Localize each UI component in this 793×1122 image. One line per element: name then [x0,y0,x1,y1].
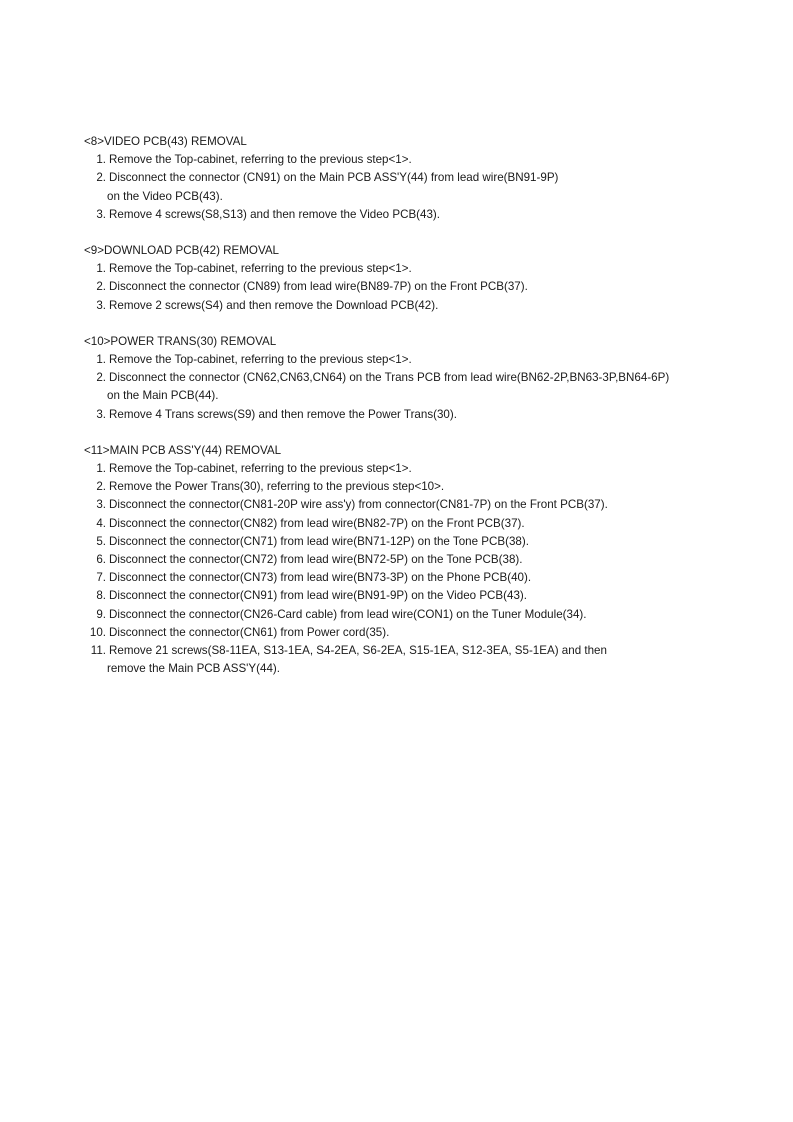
step-item [84,206,764,224]
step-item [84,533,764,551]
step-list [84,260,764,315]
step-item [84,515,764,533]
step-number: 5. [96,534,106,548]
step-text: Remove the Top-cabinet, referring to the previous step<1>. [109,153,412,167]
step-text: Disconnect the connector(CN81-20P wire ass'y) from connector(CN81-7P) on the Front PCB(37). [109,498,608,512]
step-text: Remove the Top-cabinet, referring to the previous step<1>. [109,262,412,276]
step-text: Remove 21 screws(S8-11EA, S13-1EA, S4-2EA, S6-2EA, S15-1EA, S12-3EA, S5-1EA) and then [109,644,607,658]
step-number: 4. [96,516,106,530]
section-heading: <11>MAIN PCB ASS'Y(44) REMOVAL [84,443,282,457]
step-item [84,496,764,514]
step-item [84,606,764,624]
step-number: 6. [96,553,106,566]
step-text: Remove the Top-cabinet, referring to the previous step<1>. [109,352,412,366]
section-heading: <8>VIDEO PCB(43) REMOVAL [84,135,247,148]
step-number: 3. [96,298,106,312]
step-number: 2. [96,171,106,185]
step-text: Disconnect the connector (CN62,CN63,CN64) on the Trans PCB from lead wire(BN62-2P,BN63-3P,BN64-6P) [109,371,670,385]
page-content [84,133,764,696]
step-item [84,278,764,296]
step-text: Remove the Top-cabinet, referring to the previous step<1>. [109,461,412,475]
section-download-pcb-removal [84,242,764,315]
step-item [84,460,764,478]
step-number: 3. [96,498,106,512]
step-text-continued: on the Main PCB(44). [107,389,219,403]
section-main-pcb-removal [84,442,764,679]
step-number: 11. [90,644,106,658]
step-text: Disconnect the connector(CN61) from Power cord(35). [109,625,390,639]
step-item [84,260,764,278]
step-text: Remove 2 screws(S4) and then remove the Download PCB(42). [109,298,439,312]
step-text: Disconnect the connector (CN91) on the Main PCB ASS'Y(44) from lead wire(BN91-9P) [109,171,559,185]
step-text: Disconnect the connector(CN82) from lead wire(BN82-7P) on the Front PCB(37). [109,516,525,530]
step-text: Disconnect the connector(CN71) from lead wire(BN71-12P) on the Tone PCB(38). [109,534,529,548]
step-number: 3. [96,207,106,221]
section-heading: <9>DOWNLOAD PCB(42) REMOVAL [84,244,279,257]
step-item [84,587,764,605]
step-text: Disconnect the connector(CN72) from lead wire(BN72-5P) on the Tone PCB(38). [109,553,523,566]
step-text: Disconnect the connector(CN26-Card cable) from lead wire(CON1) on the Tuner Module(34). [109,607,587,621]
section-video-pcb-removal [84,133,764,224]
step-text-continued: remove the Main PCB ASS'Y(44). [107,662,280,676]
step-item [84,369,764,405]
section-heading: <10>POWER TRANS(30) REMOVAL [84,334,277,348]
step-item [84,478,764,496]
step-list [84,151,764,224]
step-list [84,351,764,424]
step-number: 8. [96,589,106,603]
step-number: 10. [89,625,106,639]
step-number: 1. [96,461,106,475]
step-text: Remove the Power Trans(30), referring to the previous step<10>. [109,480,445,494]
step-text: Disconnect the connector (CN89) from lead wire(BN89-7P) on the Front PCB(37). [109,280,528,294]
step-text: Remove 4 Trans screws(S9) and then remove the Power Trans(30). [109,407,457,421]
section-power-trans-removal [84,333,764,424]
step-number: 7. [96,571,106,585]
step-item [84,406,764,424]
step-text-continued: on the Video PCB(43). [107,189,223,203]
step-list [84,460,764,678]
step-number: 1. [96,352,106,366]
step-text: Disconnect the connector(CN73) from lead wire(BN73-3P) on the Phone PCB(40). [109,571,532,585]
step-item [84,169,764,205]
step-item [84,151,764,169]
step-item [84,351,764,369]
step-number: 9. [96,607,106,621]
step-item [84,297,764,315]
step-number: 2. [96,371,106,385]
step-number: 1. [96,153,106,167]
step-text: Disconnect the connector(CN91) from lead wire(BN91-9P) on the Video PCB(43). [109,589,527,603]
step-number: 2. [96,280,106,294]
step-number: 1. [96,262,106,276]
step-item [84,551,764,569]
step-number: 2. [96,480,106,494]
step-number: 3. [96,407,106,421]
step-item [84,569,764,587]
step-item [84,642,764,678]
step-text: Remove 4 screws(S8,S13) and then remove the Video PCB(43). [109,207,441,221]
step-item [84,624,764,642]
